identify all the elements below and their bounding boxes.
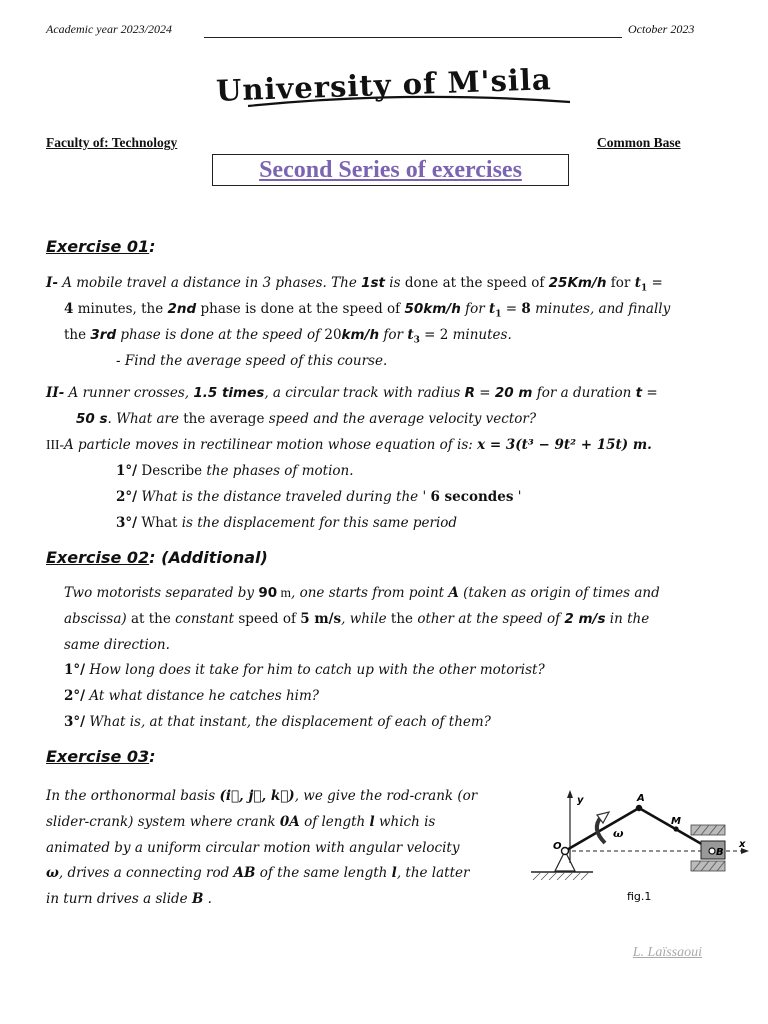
- ex1-part-I-line1: I- A mobile travel a distance in 3 phases. The 1st is done at the speed of 25Km/h for $t_1$ =: [46, 275, 663, 294]
- y-axis-arrow: [567, 790, 573, 798]
- y-axis-label: y: [577, 795, 584, 806]
- ex1-part-I-line2: 4 minutes, the 2nd phase is done at the speed of 50km/h for $t_1 = 8$ minutes, and finally: [64, 301, 671, 320]
- B-label: B: [716, 847, 724, 858]
- ex1-part-I-question: - Find the average speed of this course.: [116, 353, 388, 369]
- ex1-part-II-line1: II- A runner crosses, 1.5 times, a circular track with radius R = 20 m for a duration t =: [46, 385, 658, 401]
- ex3-line3: animated by a uniform circular motion with angular velocity: [46, 840, 460, 856]
- ex2-line3: same direction.: [64, 637, 170, 653]
- ex1-part-III-line: III-A particle moves in rectilinear motion whose equation of is: x = 3(t³ − 9t² + 15t) m.: [46, 437, 652, 453]
- ex2-q2: 2°/ At what distance he catches him?: [64, 688, 320, 704]
- ex3-line4: ω, drives a connecting rod AB of the same length l, the latter: [46, 865, 470, 881]
- ex2-q1: 1°/ How long does it take for him to catch up with the other motorist?: [64, 662, 545, 678]
- A-label: A: [637, 793, 645, 804]
- omega-label: ω: [613, 827, 624, 840]
- point-M: [673, 826, 678, 831]
- exercise-01-title: Exercise 01:: [46, 237, 156, 256]
- exercise-03-title: Exercise 03:: [46, 747, 156, 766]
- exercise-02-title: Exercise 02: (Additional): [46, 548, 268, 567]
- faculty-label: Faculty of: Technology: [46, 135, 178, 150]
- ex1-part-I-line3: the 3rd phase is done at the speed of 20km/h for $t_3 = 2$ minutes.: [64, 327, 512, 346]
- ex3-line5: in turn drives a slide B .: [46, 891, 212, 907]
- fig-caption: fig.1: [627, 890, 652, 903]
- ex1-III-q2: 2°/ What is the distance traveled during the ' 6 secondes ': [116, 489, 522, 505]
- header-date: October 2023: [628, 22, 695, 36]
- point-A: [636, 805, 642, 811]
- ex1-III-q3: 3°/ What is the displacement for this same period: [116, 515, 458, 531]
- M-label: M: [671, 816, 681, 827]
- ex3-line2: slider-crank) system where crank 0A of length l which is: [46, 814, 436, 830]
- university-name: University of M'sila: [215, 62, 553, 108]
- ex2-q3: 3°/ What is, at that instant, the displacement of each of them?: [64, 714, 491, 730]
- rod-crank-figure: [525, 785, 757, 910]
- title-underline-curve: [244, 90, 574, 112]
- series-title: Second Series of exercises: [212, 154, 569, 186]
- ex3-line1: In the orthonormal basis (i⃗, j⃗, k⃗), we give the rod-crank (or: [46, 788, 478, 804]
- x-axis-label: x: [739, 839, 746, 850]
- O-label: O: [553, 841, 562, 852]
- ex1-III-q1: 1°/ Describe the phases of motion.: [116, 463, 354, 479]
- academic-year: Academic year 2023/2024: [46, 22, 172, 36]
- author-signature: L. Laïssaoui: [632, 945, 702, 960]
- common-base-label: Common Base: [597, 135, 681, 150]
- ex2-line1: Two motorists separated by 90 m, one starts from point A (taken as origin of times and: [64, 585, 660, 601]
- ex1-part-II-line2: 50 s. What are the average speed and the average velocity vector?: [76, 411, 537, 427]
- ground-hatch: [533, 872, 589, 880]
- point-B: [709, 848, 715, 854]
- header-rule: [204, 37, 622, 38]
- ex2-line2: abscissa) at the constant speed of 5 m/s, while the other at the speed of 2 m/s in the: [64, 611, 650, 627]
- point-O: [562, 848, 569, 855]
